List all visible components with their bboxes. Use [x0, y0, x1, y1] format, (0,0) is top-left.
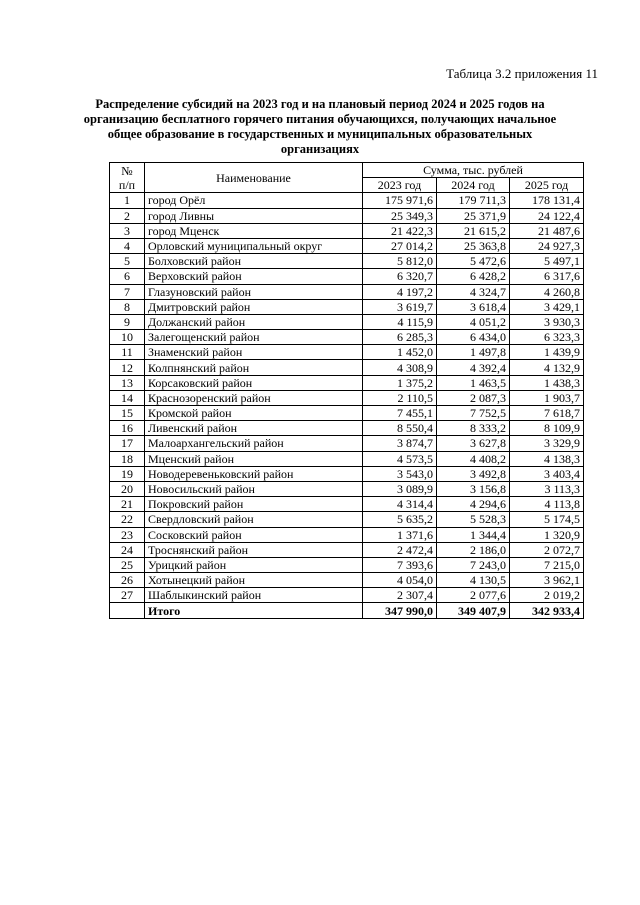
row-value-2023: 4 308,9	[363, 360, 437, 375]
row-name: Шаблыкинский район	[145, 588, 363, 603]
row-value-2023: 25 349,3	[363, 208, 437, 223]
table-row	[110, 481, 584, 496]
table-header	[110, 163, 584, 193]
total-row	[110, 603, 584, 618]
row-number: 16	[110, 421, 145, 436]
row-value-2024: 3 618,4	[437, 299, 510, 314]
row-value-2024: 6 428,2	[437, 269, 510, 284]
row-value-2023: 2 110,5	[363, 390, 437, 405]
row-value-2023: 1 375,2	[363, 375, 437, 390]
row-number: 18	[110, 451, 145, 466]
row-value-2023: 4 115,9	[363, 314, 437, 329]
row-value-2025: 5 174,5	[510, 512, 584, 527]
table-row	[110, 390, 584, 405]
row-value-2023: 1 452,0	[363, 345, 437, 360]
table-row	[110, 223, 584, 238]
row-value-2023: 2 307,4	[363, 588, 437, 603]
row-number: 19	[110, 466, 145, 481]
row-value-2023: 4 314,4	[363, 497, 437, 512]
row-number: 14	[110, 390, 145, 405]
table-row	[110, 557, 584, 572]
table-row	[110, 512, 584, 527]
row-number: 17	[110, 436, 145, 451]
row-value-2025: 1 903,7	[510, 390, 584, 405]
appendix-label: Таблица 3.2 приложения 11	[446, 66, 598, 81]
row-value-2025: 7 618,7	[510, 406, 584, 421]
row-number: 25	[110, 557, 145, 572]
row-value-2024: 4 408,2	[437, 451, 510, 466]
row-value-2025: 24 927,3	[510, 238, 584, 253]
row-value-2023: 21 422,3	[363, 223, 437, 238]
row-value-2023: 6 285,3	[363, 330, 437, 345]
table-row	[110, 375, 584, 390]
row-value-2023: 4 573,5	[363, 451, 437, 466]
row-name: Дмитровский район	[145, 299, 363, 314]
row-value-2024: 4 324,7	[437, 284, 510, 299]
row-value-2025: 1 439,9	[510, 345, 584, 360]
row-value-2024: 8 333,2	[437, 421, 510, 436]
header-sum: Сумма, тыс. рублей	[363, 163, 584, 178]
row-name: Ливенский район	[145, 421, 363, 436]
table-row	[110, 254, 584, 269]
document-title: Распределение субсидий на 2023 год и на плановый период 2024 и 2025 годов на организацию бесплатного горячего питания обучающихся, получающих начальное общее образование в государственных и муниципальных образовательных организациях	[83, 97, 557, 156]
row-name: Корсаковский район	[145, 375, 363, 390]
row-value-2023: 1 371,6	[363, 527, 437, 542]
table-row	[110, 466, 584, 481]
row-number: 10	[110, 330, 145, 345]
row-number: 21	[110, 497, 145, 512]
row-name: Хотынецкий район	[145, 573, 363, 588]
row-name: Покровский район	[145, 497, 363, 512]
header-year-2025: 2025 год	[510, 178, 584, 193]
row-value-2024: 4 130,5	[437, 573, 510, 588]
table-row	[110, 299, 584, 314]
header-number	[110, 163, 145, 193]
row-value-2024: 4 294,6	[437, 497, 510, 512]
row-number: 23	[110, 527, 145, 542]
row-number: 4	[110, 238, 145, 253]
table-row	[110, 193, 584, 208]
row-value-2023: 3 619,7	[363, 299, 437, 314]
row-value-2023: 5 635,2	[363, 512, 437, 527]
row-number: 11	[110, 345, 145, 360]
row-value-2023: 4 197,2	[363, 284, 437, 299]
row-value-2023: 3 089,9	[363, 481, 437, 496]
row-name: Знаменский район	[145, 345, 363, 360]
row-name: Колпнянский район	[145, 360, 363, 375]
header-year-2024: 2024 год	[437, 178, 510, 193]
row-value-2023: 8 550,4	[363, 421, 437, 436]
row-value-2023: 175 971,6	[363, 193, 437, 208]
row-number: 26	[110, 573, 145, 588]
row-value-2023: 6 320,7	[363, 269, 437, 284]
row-name: Должанский район	[145, 314, 363, 329]
row-name: Краснозоренский район	[145, 390, 363, 405]
row-value-2025: 24 122,4	[510, 208, 584, 223]
row-value-2024: 7 752,5	[437, 406, 510, 421]
row-value-2025: 3 113,3	[510, 481, 584, 496]
row-name: Кромской район	[145, 406, 363, 421]
row-value-2023: 5 812,0	[363, 254, 437, 269]
row-value-2024: 21 615,2	[437, 223, 510, 238]
total-2024: 349 407,9	[437, 603, 510, 618]
row-value-2023: 3 543,0	[363, 466, 437, 481]
row-value-2023: 7 393,6	[363, 557, 437, 572]
table-row	[110, 330, 584, 345]
total-number	[110, 603, 145, 618]
row-value-2024: 4 051,2	[437, 314, 510, 329]
row-number: 1	[110, 193, 145, 208]
row-name: Болховский район	[145, 254, 363, 269]
table-row	[110, 573, 584, 588]
row-name: Глазуновский район	[145, 284, 363, 299]
row-value-2024: 6 434,0	[437, 330, 510, 345]
total-label: Итого	[145, 603, 363, 618]
row-value-2024: 2 077,6	[437, 588, 510, 603]
row-value-2025: 4 260,8	[510, 284, 584, 299]
row-value-2024: 4 392,4	[437, 360, 510, 375]
row-value-2024: 5 472,6	[437, 254, 510, 269]
row-value-2025: 3 429,1	[510, 299, 584, 314]
row-value-2024: 3 492,8	[437, 466, 510, 481]
row-value-2025: 6 323,3	[510, 330, 584, 345]
row-value-2024: 1 463,5	[437, 375, 510, 390]
row-value-2024: 3 627,8	[437, 436, 510, 451]
table-row	[110, 360, 584, 375]
row-number: 9	[110, 314, 145, 329]
row-name: Мценский район	[145, 451, 363, 466]
row-value-2025: 4 132,9	[510, 360, 584, 375]
row-number: 27	[110, 588, 145, 603]
row-value-2025: 1 320,9	[510, 527, 584, 542]
row-name: город Орёл	[145, 193, 363, 208]
row-value-2025: 4 113,8	[510, 497, 584, 512]
row-number: 7	[110, 284, 145, 299]
row-number: 5	[110, 254, 145, 269]
row-value-2024: 1 497,8	[437, 345, 510, 360]
subsidy-table	[109, 162, 584, 619]
row-name: город Мценск	[145, 223, 363, 238]
row-value-2025: 6 317,6	[510, 269, 584, 284]
total-2023: 347 990,0	[363, 603, 437, 618]
row-value-2025: 8 109,9	[510, 421, 584, 436]
row-value-2023: 4 054,0	[363, 573, 437, 588]
row-value-2025: 2 072,7	[510, 542, 584, 557]
row-number: 13	[110, 375, 145, 390]
row-value-2025: 3 930,3	[510, 314, 584, 329]
row-value-2023: 3 874,7	[363, 436, 437, 451]
row-value-2025: 5 497,1	[510, 254, 584, 269]
row-value-2024: 2 186,0	[437, 542, 510, 557]
row-name: Залегощенский район	[145, 330, 363, 345]
row-name: город Ливны	[145, 208, 363, 223]
row-number: 12	[110, 360, 145, 375]
row-number: 15	[110, 406, 145, 421]
table-row	[110, 588, 584, 603]
row-value-2024: 2 087,3	[437, 390, 510, 405]
row-name: Свердловский район	[145, 512, 363, 527]
table-row	[110, 497, 584, 512]
row-value-2025: 7 215,0	[510, 557, 584, 572]
row-number: 6	[110, 269, 145, 284]
row-value-2025: 3 329,9	[510, 436, 584, 451]
row-name: Троснянский район	[145, 542, 363, 557]
header-year-2023: 2023 год	[363, 178, 437, 193]
table-row	[110, 238, 584, 253]
row-value-2025: 3 962,1	[510, 573, 584, 588]
row-name: Новосильский район	[145, 481, 363, 496]
row-number: 20	[110, 481, 145, 496]
row-value-2024: 25 363,8	[437, 238, 510, 253]
row-name: Малоархангельский район	[145, 436, 363, 451]
row-value-2023: 2 472,4	[363, 542, 437, 557]
row-number: 8	[110, 299, 145, 314]
table-row	[110, 269, 584, 284]
row-value-2025: 2 019,2	[510, 588, 584, 603]
table-row	[110, 345, 584, 360]
row-value-2024: 25 371,9	[437, 208, 510, 223]
total-2025: 342 933,4	[510, 603, 584, 618]
row-name: Урицкий район	[145, 557, 363, 572]
header-number-line2: п/п	[118, 177, 136, 192]
table-row	[110, 527, 584, 542]
table-row	[110, 406, 584, 421]
table-row	[110, 451, 584, 466]
row-value-2023: 27 014,2	[363, 238, 437, 253]
row-name: Верховский район	[145, 269, 363, 284]
row-number: 2	[110, 208, 145, 223]
table-row	[110, 542, 584, 557]
table-row	[110, 208, 584, 223]
table-body	[110, 193, 584, 603]
row-value-2023: 7 455,1	[363, 406, 437, 421]
table-row	[110, 314, 584, 329]
row-number: 24	[110, 542, 145, 557]
row-value-2024: 5 528,3	[437, 512, 510, 527]
row-name: Сосковский район	[145, 527, 363, 542]
row-number: 22	[110, 512, 145, 527]
row-value-2025: 178 131,4	[510, 193, 584, 208]
table-row	[110, 421, 584, 436]
row-name: Новодеревеньковский район	[145, 466, 363, 481]
table-row	[110, 436, 584, 451]
row-value-2025: 4 138,3	[510, 451, 584, 466]
row-value-2024: 1 344,4	[437, 527, 510, 542]
row-value-2025: 21 487,6	[510, 223, 584, 238]
row-value-2025: 3 403,4	[510, 466, 584, 481]
header-number-line1: №	[121, 163, 133, 178]
header-name: Наименование	[145, 163, 363, 193]
table-row	[110, 284, 584, 299]
row-value-2024: 3 156,8	[437, 481, 510, 496]
row-value-2024: 7 243,0	[437, 557, 510, 572]
row-number: 3	[110, 223, 145, 238]
row-value-2025: 1 438,3	[510, 375, 584, 390]
row-value-2024: 179 711,3	[437, 193, 510, 208]
row-name: Орловский муниципальный округ	[145, 238, 363, 253]
